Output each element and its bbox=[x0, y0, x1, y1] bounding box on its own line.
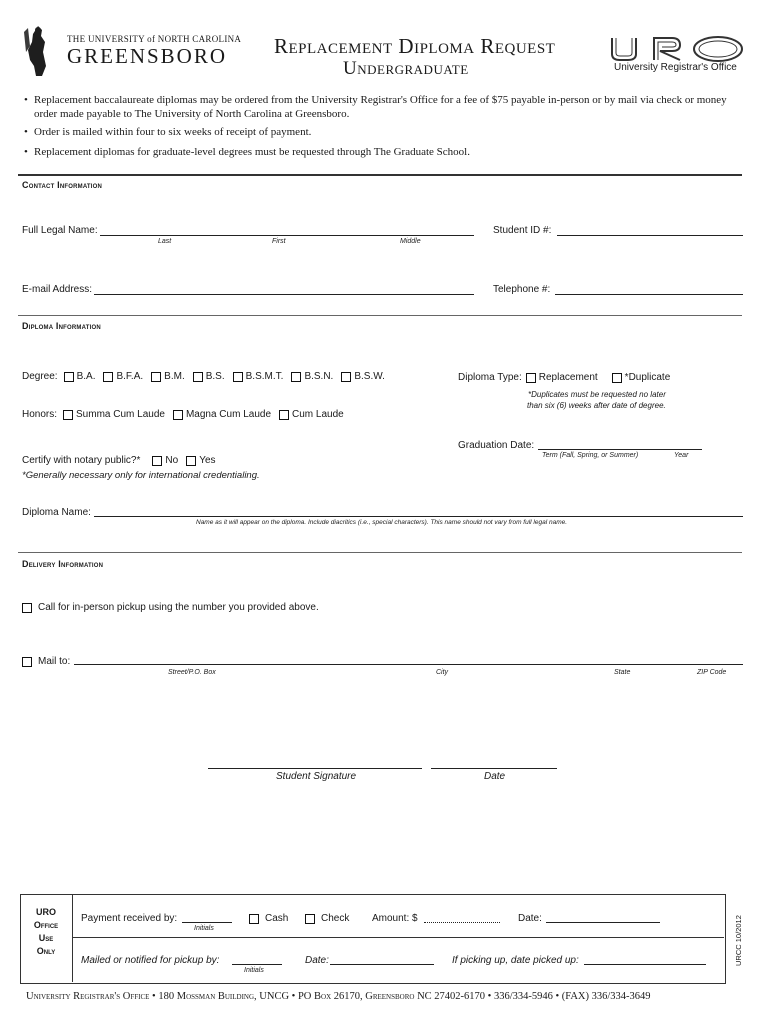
degree-option-label: B.S. bbox=[205, 371, 225, 382]
mailed-date-field[interactable] bbox=[330, 964, 434, 965]
type-option-label: Replacement bbox=[538, 372, 598, 383]
degree-option-label: B.S.M.T. bbox=[245, 371, 284, 382]
form-subtitle: Undergraduate bbox=[343, 58, 469, 79]
picked-up-field[interactable] bbox=[584, 964, 706, 965]
mail-label: Mail to: bbox=[38, 656, 71, 667]
checkbox-icon bbox=[341, 372, 351, 382]
diploma-type-row bbox=[458, 372, 678, 383]
office-use-label-line: Office bbox=[33, 920, 59, 930]
mailed-label: Mailed or notified for pickup by: bbox=[81, 955, 220, 966]
notary-row bbox=[22, 455, 224, 466]
amount-label: Amount: $ bbox=[372, 913, 418, 924]
footer-address: University Registrar's Office • 180 Mossman Building, UNCG • PO Box 26170, Greensboro NC 27402-6170 • 336/334-5946 • (FAX) 336/334-3649 bbox=[26, 991, 651, 1002]
honors-option-label: Cum Laude bbox=[292, 409, 344, 420]
checkbox-icon bbox=[22, 657, 32, 667]
bullet-fee-text: Replacement baccalaureate diplomas may be ordered from the University Registrar's Office for a fee of $75 payable in-person or by mail via check or money order made payable to The University of North Carolina at Greensboro. bbox=[34, 94, 727, 120]
mailed-date-label: Date: bbox=[305, 955, 329, 966]
student-id-label: Student ID #: bbox=[493, 225, 552, 236]
state-caption: State bbox=[614, 669, 631, 676]
checkbox-icon bbox=[64, 372, 74, 382]
uro-logo-icon bbox=[606, 34, 746, 64]
delivery-heading: Delivery Information bbox=[22, 559, 104, 569]
form-code: URCC 10/2012 bbox=[734, 915, 743, 966]
diploma-name-field[interactable] bbox=[94, 516, 743, 517]
checkbox-icon bbox=[233, 372, 243, 382]
honors-option-label: Magna Cum Laude bbox=[185, 409, 272, 420]
honors-option-magna[interactable] bbox=[173, 409, 271, 420]
honors-row bbox=[22, 409, 352, 420]
mail-option[interactable] bbox=[22, 656, 70, 667]
diploma-name-label: Diploma Name: bbox=[22, 507, 91, 518]
degree-option-bsmt[interactable] bbox=[233, 371, 284, 382]
university-name: GREENSBORO bbox=[67, 44, 228, 68]
pickup-option[interactable] bbox=[22, 602, 319, 613]
type-option-duplicate[interactable] bbox=[612, 372, 671, 383]
payment-received-field[interactable] bbox=[182, 922, 232, 923]
student-id-field[interactable] bbox=[557, 235, 743, 236]
street-caption: Street/P.O. Box bbox=[168, 669, 216, 676]
divider bbox=[18, 315, 742, 316]
degree-option-bs[interactable] bbox=[193, 371, 225, 382]
last-caption: Last bbox=[158, 238, 172, 245]
divider bbox=[18, 174, 742, 176]
notary-option-label: No bbox=[165, 455, 179, 466]
check-label: Check bbox=[321, 913, 350, 924]
honors-option-cum-laude[interactable] bbox=[279, 409, 344, 420]
checkbox-icon bbox=[291, 372, 301, 382]
office-use-label-line: Only bbox=[36, 946, 56, 956]
checkbox-icon bbox=[612, 373, 622, 383]
checkbox-icon bbox=[152, 456, 162, 466]
office-use-label-line: Use bbox=[38, 933, 54, 943]
first-caption: First bbox=[272, 238, 286, 245]
bullet-mailing-time: • Order is mailed within four to six weeks of receipt of payment. bbox=[24, 125, 744, 139]
graduation-date-field[interactable] bbox=[538, 449, 702, 450]
checkbox-icon bbox=[193, 372, 203, 382]
check-option[interactable] bbox=[305, 913, 349, 924]
checkbox-icon bbox=[186, 456, 196, 466]
degree-option-label: B.S.W. bbox=[354, 371, 385, 382]
honors-option-label: Summa Cum Laude bbox=[76, 409, 165, 420]
degree-option-label: B.S.N. bbox=[304, 371, 334, 382]
checkbox-icon bbox=[22, 603, 32, 613]
initials-caption: Initials bbox=[244, 967, 264, 974]
checkbox-icon bbox=[249, 914, 259, 924]
checkbox-icon bbox=[526, 373, 536, 383]
spartan-figure-icon bbox=[18, 22, 58, 78]
office-use-box bbox=[20, 894, 726, 984]
notary-option-label: Yes bbox=[199, 455, 216, 466]
zip-caption: ZIP Code bbox=[697, 669, 727, 676]
email-label: E-mail Address: bbox=[22, 284, 93, 295]
uro-logo bbox=[606, 34, 746, 64]
diploma-name-caption: Name as it will appear on the diploma. Include diacritics (i.e., special characters). This name should not vary from full legal name. bbox=[196, 519, 568, 526]
degree-option-ba[interactable] bbox=[64, 371, 96, 382]
checkbox-icon bbox=[279, 410, 289, 420]
degree-option-label: B.F.A. bbox=[116, 371, 144, 382]
graduation-date-label: Graduation Date: bbox=[458, 440, 535, 451]
diploma-type-label: Diploma Type: bbox=[458, 372, 522, 383]
bullet-graduate-degrees: • Replacement diplomas for graduate-level degrees must be requested through The Graduate School. bbox=[24, 145, 744, 159]
degree-option-label: B.M. bbox=[164, 371, 185, 382]
duplicate-note-2: than six (6) weeks after date of degree. bbox=[527, 401, 666, 410]
notary-option-yes[interactable] bbox=[186, 455, 215, 466]
honors-option-summa[interactable] bbox=[63, 409, 165, 420]
checkbox-icon bbox=[151, 372, 161, 382]
telephone-field[interactable] bbox=[555, 294, 743, 295]
degree-option-bm[interactable] bbox=[151, 371, 185, 382]
term-caption: Term (Fall, Spring, or Summer) bbox=[542, 452, 639, 459]
year-caption: Year bbox=[674, 452, 689, 459]
initials-caption: Initials bbox=[194, 925, 214, 932]
email-field[interactable] bbox=[94, 294, 474, 295]
office-use-row-divider bbox=[72, 937, 724, 938]
type-option-label: *Duplicate bbox=[624, 372, 671, 383]
signature-date-caption: Date bbox=[484, 771, 506, 782]
full-name-field[interactable] bbox=[100, 235, 474, 236]
divider bbox=[18, 552, 742, 553]
student-signature-caption: Student Signature bbox=[276, 771, 357, 782]
degree-option-bfa[interactable] bbox=[103, 371, 143, 382]
degree-option-bsw[interactable] bbox=[341, 371, 385, 382]
bullet-mailing-time-text: Order is mailed within four to six weeks of receipt of payment. bbox=[34, 126, 312, 138]
office-use-label-line: URO bbox=[36, 907, 56, 917]
duplicate-note-1: *Duplicates must be requested no later bbox=[528, 390, 666, 399]
signature-date-field[interactable] bbox=[431, 768, 557, 769]
notary-label: Certify with notary public?* bbox=[22, 455, 141, 466]
checkbox-icon bbox=[305, 914, 315, 924]
bullet-graduate-degrees-text: Replacement diplomas for graduate-level degrees must be requested through The Graduate School. bbox=[34, 146, 470, 158]
degree-row bbox=[22, 371, 393, 382]
degree-option-label: B.A. bbox=[76, 371, 96, 382]
notary-option-no[interactable] bbox=[152, 455, 178, 466]
student-signature-field[interactable] bbox=[208, 768, 422, 769]
bullet-fee: • Replacement baccalaureate diplomas may be ordered from the University Registrar's Office for a fee of $75 payable in-person or by mail via check or money order made payable to The University of North Carolina at Greensboro. bbox=[24, 93, 744, 121]
checkbox-icon bbox=[173, 410, 183, 420]
telephone-label: Telephone #: bbox=[493, 284, 551, 295]
notary-note: *Generally necessary only for international credentialing. bbox=[22, 470, 260, 481]
form-title: Replacement Diploma Request bbox=[274, 34, 556, 58]
degree-label: Degree: bbox=[22, 371, 58, 382]
diploma-heading: Diploma Information bbox=[22, 321, 101, 331]
city-caption: City bbox=[436, 669, 449, 676]
uncg-logo bbox=[18, 22, 58, 78]
university-line: THE UNIVERSITY of NORTH CAROLINA bbox=[67, 34, 242, 44]
checkbox-icon bbox=[63, 410, 73, 420]
checkbox-icon bbox=[103, 372, 113, 382]
office-use-label bbox=[20, 906, 72, 958]
pickup-label: Call for in-person pickup using the number you provided above. bbox=[38, 602, 319, 613]
full-name-label: Full Legal Name: bbox=[22, 225, 98, 236]
contact-heading: Contact Information bbox=[22, 180, 103, 190]
uro-caption: University Registrar's Office bbox=[614, 62, 737, 73]
office-date-label: Date: bbox=[518, 913, 542, 924]
degree-option-bsn[interactable] bbox=[291, 371, 333, 382]
middle-caption: Middle bbox=[400, 238, 421, 245]
payment-received-label: Payment received by: bbox=[81, 913, 178, 924]
cash-option[interactable] bbox=[249, 913, 288, 924]
picked-up-label: If picking up, date picked up: bbox=[452, 955, 579, 966]
office-date-field[interactable] bbox=[546, 922, 660, 923]
amount-field[interactable] bbox=[424, 922, 500, 923]
honors-label: Honors: bbox=[22, 409, 58, 420]
type-option-replacement[interactable] bbox=[526, 372, 598, 383]
mail-address-field[interactable] bbox=[74, 664, 743, 665]
mailed-by-field[interactable] bbox=[232, 964, 282, 965]
cash-label: Cash bbox=[265, 913, 289, 924]
